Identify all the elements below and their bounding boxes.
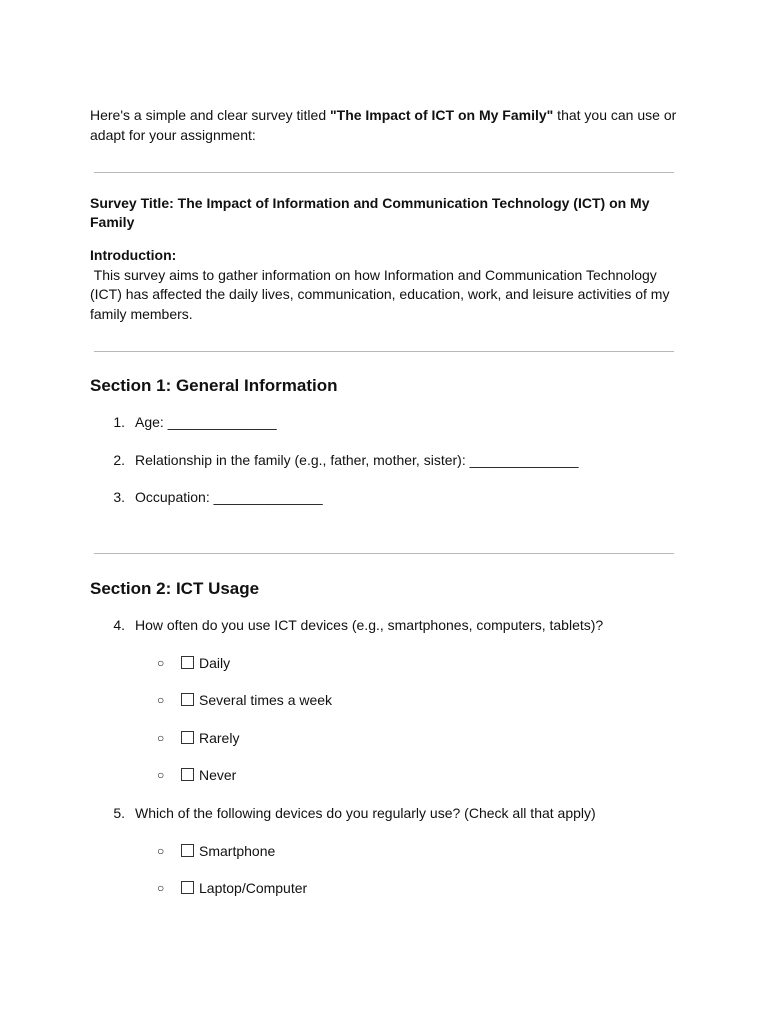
option-never[interactable] — [181, 767, 236, 783]
bullet-icon: ○ — [157, 731, 165, 745]
list-number: 5. — [113, 805, 125, 821]
intro-text: Here's a simple and clear survey titled — [90, 107, 330, 123]
option-smartphone[interactable] — [181, 843, 275, 859]
bullet-icon: ○ — [157, 768, 165, 782]
option-label: Laptop/Computer — [199, 880, 308, 896]
option-laptop-computer[interactable] — [181, 880, 307, 896]
intro-paragraph — [90, 106, 690, 145]
survey-title-line1: Survey Title: The Impact of Information and Communication Technology (ICT) on My — [90, 195, 650, 211]
list-number: 1. — [113, 414, 125, 430]
divider — [94, 351, 674, 352]
checkbox-icon[interactable] — [181, 881, 194, 894]
checkbox-icon[interactable] — [181, 693, 194, 706]
section1-heading: Section 1: General Information — [90, 376, 338, 395]
bullet-icon: ○ — [157, 693, 165, 707]
introduction-line2: (ICT) has affected the daily lives, communication, education, work, and leisure activities of my — [90, 286, 670, 302]
divider — [94, 172, 674, 173]
bullet-icon: ○ — [157, 844, 165, 858]
option-label: Daily — [199, 655, 231, 671]
option-label: Smartphone — [199, 843, 276, 859]
option-rarely[interactable] — [181, 730, 239, 746]
option-label: Several times a week — [199, 692, 333, 708]
option-label: Rarely — [199, 730, 240, 746]
intro-text-cont: that you can use or — [553, 107, 677, 123]
introduction-label: Introduction: — [90, 247, 177, 263]
survey-title-line2: Family — [90, 214, 135, 230]
question-devices-used: Which of the following devices do you regularly use? (Check all that apply) — [135, 805, 596, 821]
checkbox-icon[interactable] — [181, 656, 194, 669]
list-number: 2. — [113, 452, 125, 468]
introduction-line3: family members. — [90, 305, 193, 322]
question-relationship: Relationship in the family (e.g., father, mother, sister): ______________ — [135, 452, 579, 468]
question-occupation: Occupation: ______________ — [135, 489, 323, 505]
bullet-icon: ○ — [157, 881, 165, 895]
question-age: Age: ______________ — [135, 414, 277, 430]
introduction-block — [90, 246, 690, 324]
option-several-times-week[interactable] — [181, 692, 332, 708]
checkbox-icon[interactable] — [181, 731, 194, 744]
option-daily[interactable] — [181, 655, 230, 671]
section2-heading: Section 2: ICT Usage — [90, 579, 260, 598]
intro-text-line2: adapt for your assignment: — [90, 126, 256, 143]
question-ict-frequency: How often do you use ICT devices (e.g., smartphones, computers, tablets)? — [135, 617, 604, 633]
checkbox-icon[interactable] — [181, 768, 194, 781]
divider — [94, 553, 674, 554]
checkbox-icon[interactable] — [181, 844, 194, 857]
bullet-icon: ○ — [157, 656, 165, 670]
introduction-line1: This survey aims to gather information on how Information and Communication Technology — [90, 266, 657, 283]
list-number: 4. — [113, 617, 125, 633]
list-number: 3. — [113, 489, 125, 505]
survey-title — [90, 194, 670, 232]
intro-survey-name: "The Impact of ICT on My Family" — [330, 107, 554, 123]
option-label: Never — [199, 767, 237, 783]
